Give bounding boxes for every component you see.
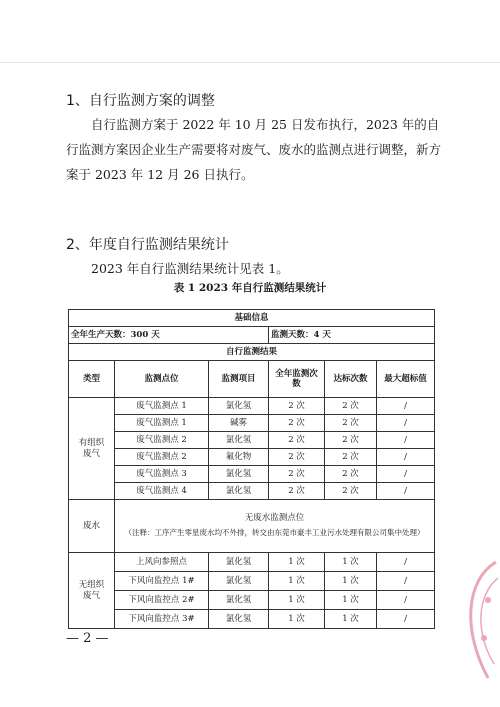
type-organized-line1: 有组织 [78, 438, 105, 449]
water-note-line1: 无废水监测点位 [244, 513, 305, 524]
cell-max: / [377, 415, 435, 432]
header-item: 监测项目 [209, 361, 269, 398]
type-unorganized-line2: 废气 [82, 590, 100, 601]
header-max-exceed: 最大超标值 [377, 361, 435, 398]
cell-item: 氯化氢 [209, 483, 269, 500]
cell-compliant: 2 次 [325, 415, 377, 432]
table-row [69, 553, 435, 572]
cell-item: 碱雾 [209, 415, 269, 432]
cell-item: 氯化氢 [209, 432, 269, 449]
table-row [69, 466, 435, 483]
cell-compliant: 2 次 [325, 432, 377, 449]
table-row [69, 344, 435, 361]
monitoring-results-table [68, 309, 435, 629]
header-times [269, 361, 325, 398]
cell-point: 下风向监控点 2# [115, 591, 209, 610]
table-row [69, 310, 435, 327]
table-row [69, 415, 435, 432]
cell-max: / [377, 610, 435, 629]
water-note [115, 500, 435, 553]
cell-max: / [377, 572, 435, 591]
cell-item: 氯化氢 [209, 398, 269, 415]
cell-point: 废气监测点 4 [115, 483, 209, 500]
cell-item: 氯化氢 [209, 466, 269, 483]
cell-times: 2 次 [269, 398, 325, 415]
cell-max: / [377, 398, 435, 415]
table-row [69, 432, 435, 449]
cell-times: 2 次 [269, 449, 325, 466]
cell-max: / [377, 483, 435, 500]
stamp-mark [481, 635, 487, 641]
cell-point: 废气监测点 1 [115, 415, 209, 432]
cell-compliant: 1 次 [325, 572, 377, 591]
cell-compliant: 2 次 [325, 466, 377, 483]
header-type: 类型 [69, 361, 115, 398]
monitoring-days: 监测天数：4 天 [269, 327, 435, 344]
production-days: 全年生产天数：300 天 [69, 327, 269, 344]
page-number: — 2 — [66, 631, 109, 646]
stamp-arc-inner [481, 578, 498, 664]
cell-compliant: 2 次 [325, 398, 377, 415]
cell-item: 氯化氢 [209, 572, 269, 591]
header-compliant: 达标次数 [325, 361, 377, 398]
table-row [69, 398, 435, 415]
cell-times: 2 次 [269, 432, 325, 449]
cell-point: 废气监测点 1 [115, 398, 209, 415]
water-note-line2: （注释：工序产生零星废水均不外排，转交由东莞市豪丰工业污水处理有限公司集中处理） [124, 528, 425, 538]
cell-max: / [377, 553, 435, 572]
cell-compliant: 2 次 [325, 449, 377, 466]
section-paragraph-adjustment: 自行监测方案于 2022 年 10 月 25 日发布执行，2023 年的自行监测方案因企业生产需要将对废气、废水的监测点进行调整，新方案于 2023 年 12 月 26 日执行。 [66, 117, 442, 182]
cell-times: 2 次 [269, 466, 325, 483]
cell-item: 氯化氢 [209, 610, 269, 629]
cell-point: 上风向参照点 [115, 553, 209, 572]
header-divider [0, 62, 500, 63]
cell-times: 1 次 [269, 591, 325, 610]
company-seal-stamp [458, 560, 500, 680]
table-row [69, 327, 435, 344]
table-row [69, 572, 435, 591]
header-times-line2: 数 [292, 379, 301, 389]
header-point: 监测点位 [115, 361, 209, 398]
cell-times: 2 次 [269, 415, 325, 432]
cell-compliant: 2 次 [325, 483, 377, 500]
cell-item: 氟化物 [209, 449, 269, 466]
header-times-line1: 全年监测次 [275, 368, 318, 379]
cell-point: 废气监测点 3 [115, 466, 209, 483]
cell-item: 氯化氢 [209, 591, 269, 610]
cell-compliant: 1 次 [325, 553, 377, 572]
basic-info-title: 基础信息 [69, 310, 435, 327]
cell-max: / [377, 432, 435, 449]
table-row [69, 610, 435, 629]
table-header-row [69, 361, 435, 398]
type-water: 废水 [69, 500, 115, 553]
section-paragraph-statistics: 2023 年自行监测结果统计见表 1。 [91, 261, 289, 276]
table-row-water [69, 500, 435, 553]
cell-point: 下风向监控点 1# [115, 572, 209, 591]
table-caption: 表 1 2023 年自行监测结果统计 [173, 282, 327, 294]
cell-times: 1 次 [269, 572, 325, 591]
type-unorganized [69, 553, 115, 629]
cell-times: 2 次 [269, 483, 325, 500]
stamp-mark [485, 597, 491, 603]
cell-point: 废气监测点 2 [115, 449, 209, 466]
cell-compliant: 1 次 [325, 591, 377, 610]
table-row [69, 591, 435, 610]
cell-max: / [377, 466, 435, 483]
type-organized [69, 398, 115, 500]
cell-max: / [377, 449, 435, 466]
section-heading-statistics: 2、年度自行监测结果统计 [66, 237, 229, 253]
cell-point: 废气监测点 2 [115, 432, 209, 449]
type-unorganized-line1: 无组织 [78, 580, 105, 591]
table-row [69, 449, 435, 466]
section-heading-adjustment: 1、自行监测方案的调整 [66, 93, 215, 109]
table-row [69, 483, 435, 500]
type-organized-line2: 废气 [82, 448, 100, 459]
cell-times: 1 次 [269, 610, 325, 629]
cell-times: 1 次 [269, 553, 325, 572]
cell-item: 氯化氢 [209, 553, 269, 572]
cell-max: / [377, 591, 435, 610]
cell-compliant: 1 次 [325, 610, 377, 629]
cell-point: 下风向监控点 3# [115, 610, 209, 629]
results-title: 自行监测结果 [69, 344, 435, 361]
